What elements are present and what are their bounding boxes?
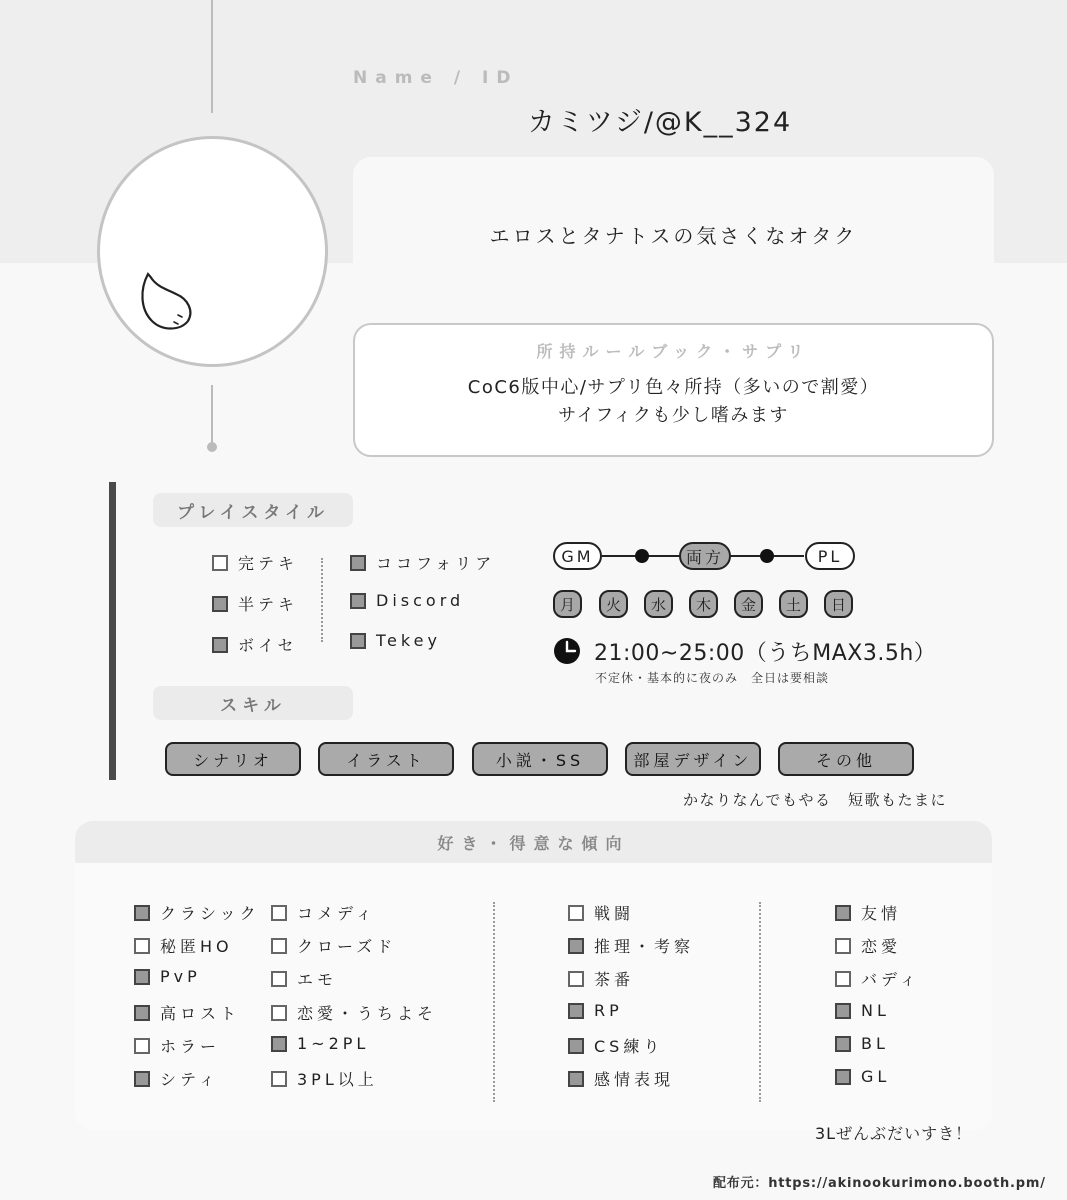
likes-checkbox-item[interactable] (134, 901, 260, 924)
likes-checkbox-item[interactable] (568, 901, 634, 924)
likes-checkbox-item[interactable] (568, 1034, 663, 1057)
checkbox-label: 1~2PL (297, 1034, 370, 1053)
likes-checkbox-item[interactable] (835, 967, 920, 990)
checkbox-icon[interactable] (271, 905, 287, 921)
checkbox-label: シティ (160, 1070, 219, 1089)
playstyle-title: プレイスタイル (153, 493, 353, 527)
checkbox-icon[interactable] (134, 905, 150, 921)
likes-checkbox-item[interactable] (568, 1067, 674, 1090)
checkbox-label: NL (861, 1001, 890, 1020)
source-credit: 配布元：https://akinookurimono.booth.pm/ (713, 1176, 1046, 1191)
bio-card (353, 157, 994, 312)
likes-checkbox-item[interactable] (835, 1001, 890, 1020)
likes-footer: 3Lぜんぶだいすき！ (815, 1124, 973, 1143)
likes-checkbox-item[interactable] (134, 1034, 220, 1057)
checkbox-icon[interactable] (134, 1038, 150, 1054)
avatar[interactable] (97, 136, 328, 367)
likes-checkbox-item[interactable] (271, 1001, 437, 1024)
skills-note: かなりなんでもやる 短歌もたまに (683, 791, 948, 809)
connector-dot (207, 442, 217, 452)
skill-other[interactable]: その他 (778, 742, 914, 776)
checkbox-icon[interactable] (568, 1038, 584, 1054)
checkbox-icon[interactable] (271, 1036, 287, 1052)
likes-checkbox-item[interactable] (271, 1067, 378, 1090)
checkbox-label: コメディ (297, 904, 376, 923)
checkbox-label: BL (861, 1034, 889, 1053)
checkbox-label: 茶番 (594, 970, 635, 989)
checkbox-label: 恋愛 (861, 937, 902, 956)
style-checkbox-kanteki[interactable]: 完テキ (212, 551, 298, 574)
checkbox-icon[interactable] (350, 555, 366, 571)
role-pl-pill[interactable]: PL (805, 542, 855, 570)
skill-room-design[interactable]: 部屋デザイン (625, 742, 761, 776)
checkbox-label: バディ (861, 970, 920, 989)
checkbox-label: 推理・考察 (594, 937, 695, 956)
day-mon[interactable]: 月 (553, 590, 582, 618)
dotted-divider (759, 902, 761, 1102)
likes-checkbox-item[interactable] (835, 1034, 889, 1053)
likes-checkbox-item[interactable] (271, 934, 396, 957)
role-gm-pill[interactable]: GM (553, 542, 602, 570)
checkbox-icon[interactable] (568, 1003, 584, 1019)
checkbox-label: 高ロスト (160, 1004, 241, 1023)
rulebook-line: サイフィクも少し嗜みます (558, 405, 789, 426)
skills-title: スキル (153, 686, 353, 720)
checkbox-label: PvP (160, 967, 201, 986)
connector-line-bottom (211, 385, 213, 443)
skill-novel[interactable]: 小説・SS (472, 742, 608, 776)
checkbox-icon[interactable] (835, 905, 851, 921)
likes-title: 好き・得意な傾向 (75, 821, 992, 863)
checkbox-icon[interactable] (568, 971, 584, 987)
checkbox-label: 戦闘 (594, 904, 635, 923)
checkbox-icon[interactable] (134, 938, 150, 954)
tool-checkbox-tekey[interactable]: Tekey (350, 631, 441, 650)
likes-checkbox-item[interactable] (271, 967, 337, 990)
checkbox-icon[interactable] (271, 971, 287, 987)
checkbox-icon[interactable] (271, 1005, 287, 1021)
likes-checkbox-item[interactable] (568, 967, 634, 990)
checkbox-label: 3PL以上 (297, 1070, 378, 1089)
day-wed[interactable]: 水 (644, 590, 673, 618)
tool-checkbox-discord[interactable]: Discord (350, 591, 464, 610)
checkbox-icon[interactable] (835, 971, 851, 987)
style-checkbox-voice[interactable]: ボイセ (212, 633, 298, 656)
skill-scenario[interactable]: シナリオ (165, 742, 301, 776)
checkbox-label: 感情表現 (594, 1070, 675, 1089)
checkbox-label: 恋愛・うちよそ (297, 1004, 438, 1023)
checkbox-label: 友情 (861, 904, 902, 923)
likes-checkbox-item[interactable] (134, 967, 201, 986)
likes-checkbox-item[interactable] (568, 934, 694, 957)
rulebook-title: 所持ルールブック・サプリ (536, 342, 811, 361)
day-sun[interactable]: 日 (824, 590, 853, 618)
likes-checkbox-item[interactable] (835, 934, 901, 957)
checkbox-label: 秘匿HO (160, 937, 233, 956)
day-tue[interactable]: 火 (599, 590, 628, 618)
likes-checkbox-item[interactable] (835, 901, 901, 924)
section-accent-bar (109, 482, 116, 780)
checkbox-icon[interactable] (568, 905, 584, 921)
checkbox-icon[interactable] (134, 969, 150, 985)
checkbox-label: GL (861, 1067, 891, 1086)
style-checkbox-hanteki[interactable]: 半テキ (212, 592, 298, 615)
checkbox-icon[interactable] (568, 938, 584, 954)
role-dot (760, 549, 774, 563)
dotted-divider (321, 558, 323, 642)
checkbox-icon[interactable] (835, 938, 851, 954)
play-time-note: 不定休・基本的に夜のみ 全日は要相談 (595, 671, 830, 685)
day-thu[interactable]: 木 (689, 590, 718, 618)
name-value: カミツジ/@K__324 (527, 107, 793, 138)
bio-text: エロスとタナトスの気さくなオタク (489, 224, 858, 248)
day-sat[interactable]: 土 (779, 590, 808, 618)
checkbox-icon[interactable] (134, 1071, 150, 1087)
role-dot (635, 549, 649, 563)
role-both-pill[interactable]: 両方 (679, 542, 731, 570)
checkbox-icon[interactable] (134, 1005, 150, 1021)
checkbox-icon[interactable] (350, 593, 366, 609)
checkbox-icon[interactable] (212, 637, 228, 653)
checkbox-icon[interactable] (350, 633, 366, 649)
checkbox-label: エモ (297, 970, 338, 989)
rulebook-card (353, 323, 994, 457)
name-label: Name / ID (353, 68, 519, 88)
likes-checkbox-item[interactable] (134, 934, 233, 957)
checkbox-icon[interactable] (212, 596, 228, 612)
likes-checkbox-item[interactable] (568, 1001, 623, 1020)
checkbox-label: クローズド (297, 937, 397, 956)
checkbox-icon[interactable] (212, 555, 228, 571)
checkbox-icon[interactable] (271, 1071, 287, 1087)
checkbox-icon[interactable] (568, 1071, 584, 1087)
checkbox-icon[interactable] (835, 1069, 851, 1085)
likes-checkbox-item[interactable] (134, 1067, 219, 1090)
likes-checkbox-item[interactable] (271, 1034, 369, 1053)
connector-line-top (211, 0, 213, 113)
dotted-divider (493, 902, 495, 1102)
checkbox-label: ホラー (160, 1037, 221, 1056)
checkbox-icon[interactable] (835, 1003, 851, 1019)
checkbox-label: クラシック (160, 904, 260, 923)
likes-checkbox-item[interactable] (835, 1067, 890, 1086)
likes-checkbox-item[interactable] (134, 1001, 240, 1024)
checkbox-icon[interactable] (835, 1036, 851, 1052)
rulebook-line: CoC6版中心/サプリ色々所持（多いので割愛） (467, 377, 880, 398)
clock-icon (553, 637, 581, 665)
play-time: 21:00~25:00（うちMAX3.5h） (594, 641, 937, 666)
checkbox-label: CS練り (594, 1037, 664, 1056)
checkbox-icon[interactable] (271, 938, 287, 954)
day-fri[interactable]: 金 (734, 590, 763, 618)
skill-illust[interactable]: イラスト (318, 742, 454, 776)
checkbox-label: RP (594, 1001, 623, 1020)
likes-checkbox-item[interactable] (271, 901, 376, 924)
doodle-icon (100, 139, 328, 367)
tool-checkbox-cocofolia[interactable]: ココフォリア (350, 551, 495, 574)
